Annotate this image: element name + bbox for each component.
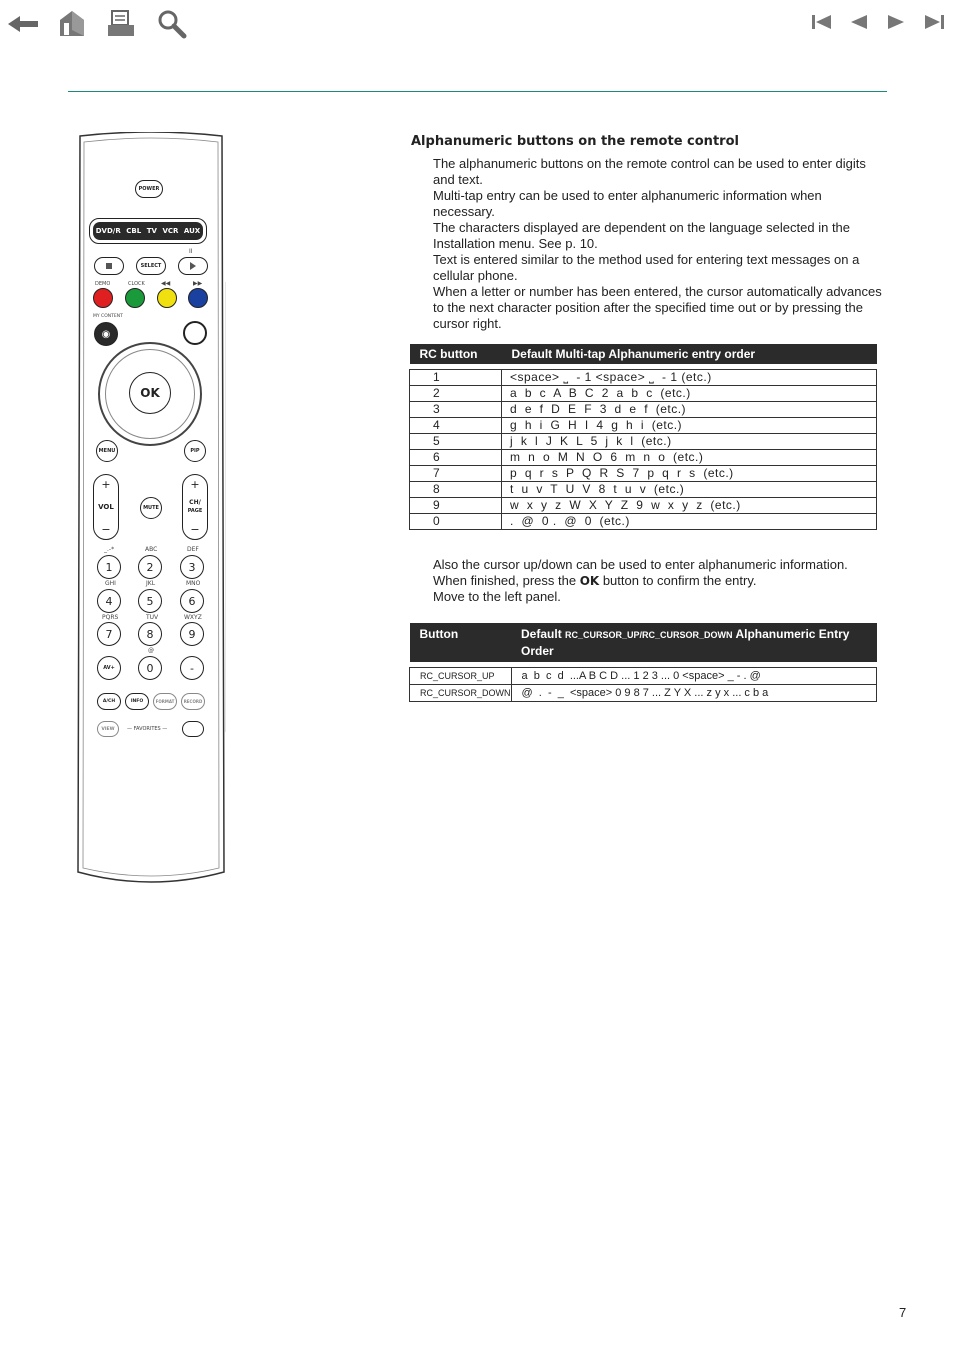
entry-order-cell: w x y z W X Y Z 9 w x y z (etc.)	[502, 498, 877, 514]
rc-button-cell: 8	[410, 482, 502, 498]
ch-page-label	[188, 499, 203, 515]
digit-3-sublabel: DEF	[187, 546, 199, 553]
first-page-icon[interactable]	[811, 13, 833, 31]
button-code-cell: RC_CURSOR_DOWN	[410, 685, 512, 702]
table-row	[410, 370, 877, 386]
pip-button[interactable]: PIP	[184, 440, 206, 462]
digit-3-button[interactable]: 3	[180, 555, 204, 579]
digit-0-button[interactable]: 0	[138, 656, 162, 680]
record-button[interactable]: RECORD	[181, 693, 205, 710]
dash-button[interactable]: -	[180, 656, 204, 680]
digit-6-sublabel: MNO	[186, 580, 201, 587]
page-label: PAGE	[187, 508, 203, 514]
table-header-row	[410, 623, 877, 662]
digit-2-button[interactable]: 2	[138, 555, 162, 579]
column-header: RC button	[410, 344, 502, 364]
cursor-entry-table	[409, 623, 877, 702]
multitap-table	[409, 344, 877, 530]
digit-9-button[interactable]: 9	[180, 622, 204, 646]
plus-icon: +	[190, 478, 200, 491]
rc-button-cell: 0	[410, 514, 502, 530]
header-post: Alphanumeric Entry Order	[521, 627, 850, 658]
digit-7-sublabel: PQRS	[102, 614, 119, 621]
intro-paragraph-3: The characters displayed are dependent on the language selected in the Installation menu. See p. 10.	[433, 220, 851, 251]
favorite-button[interactable]	[182, 721, 204, 737]
intro-paragraph-5: When a letter or number has been entered, the cursor automatically advances to the next character position after the specified time out or by pressing the cursor right.	[433, 284, 882, 331]
digit-2-sublabel: ABC	[145, 546, 158, 553]
green-button[interactable]	[125, 288, 145, 308]
header-rule	[68, 91, 887, 92]
rc-button-cell: 9	[410, 498, 502, 514]
red-button[interactable]	[93, 288, 113, 308]
vol-label: VOL	[98, 503, 114, 511]
home-icon[interactable]	[58, 8, 86, 38]
my-content-label: MY CONTENT	[93, 314, 123, 319]
rc-button-cell: 7	[410, 466, 502, 482]
volume-rocker[interactable]	[93, 474, 119, 540]
confirm-text-start: When finished, press the	[433, 573, 577, 588]
my-content-button[interactable]	[94, 322, 118, 346]
power-button[interactable]: POWER	[135, 180, 163, 198]
blank-round-button[interactable]	[183, 321, 207, 345]
source-tv-button[interactable]: TV	[146, 227, 157, 235]
intro-paragraph-1: The alphanumeric buttons on the remote control can be used to enter digits and text.	[433, 156, 866, 187]
plus-icon: +	[101, 478, 111, 491]
source-vcr-button[interactable]: VCR	[162, 227, 179, 235]
digit-0-sublabel: @	[148, 647, 154, 654]
ch-label: CH/	[189, 499, 201, 506]
ok-button[interactable]: OK	[129, 372, 171, 414]
info-button[interactable]: INFO	[125, 693, 149, 710]
av-plus-button[interactable]: AV+	[97, 656, 121, 680]
rc-button-cell: 6	[410, 450, 502, 466]
entry-order-cell: . @ 0 . @ 0 (etc.)	[502, 514, 877, 530]
rc-button-cell: 5	[410, 434, 502, 450]
clock-label: CLOCK	[128, 281, 145, 287]
stop-button[interactable]	[94, 257, 124, 275]
search-icon[interactable]	[157, 9, 187, 39]
rc-button-cell: 2	[410, 386, 502, 402]
table-row	[410, 466, 877, 482]
intro-paragraph-2: Multi-tap entry can be used to enter alphanumeric information when necessary.	[433, 188, 822, 219]
entry-order-cell: g h i G H I 4 g h i (etc.)	[502, 418, 877, 434]
digit-1-sublabel: _.-*	[104, 546, 115, 553]
source-aux-button[interactable]: AUX	[183, 227, 201, 235]
select-button[interactable]: SELECT	[136, 257, 166, 275]
column-header: Default Multi-tap Alphanumeric entry order	[502, 344, 877, 364]
previous-page-icon[interactable]	[849, 13, 869, 31]
print-icon[interactable]	[106, 10, 136, 38]
digit-4-sublabel: GHI	[105, 580, 116, 587]
yellow-button[interactable]	[157, 288, 177, 308]
entry-order-cell: t u v T U V 8 t u v (etc.)	[502, 482, 877, 498]
rc-button-cell: 4	[410, 418, 502, 434]
digit-8-sublabel: TUV	[146, 614, 159, 621]
channel-rocker[interactable]	[182, 474, 208, 540]
table-row	[410, 418, 877, 434]
favorites-label: — FAVORITES —	[127, 726, 168, 732]
table-row	[410, 450, 877, 466]
entry-order-cell: a b c d ...A B C D ... 1 2 3 ... 0 <space> _ - . @	[511, 668, 876, 685]
play-button[interactable]	[178, 257, 208, 275]
digit-5-button[interactable]: 5	[138, 589, 162, 613]
table-row	[410, 482, 877, 498]
play-icon	[190, 262, 196, 270]
table-row	[410, 498, 877, 514]
rc-button-cell: 3	[410, 402, 502, 418]
stop-icon	[106, 263, 112, 269]
digit-8-button[interactable]: 8	[138, 622, 162, 646]
section-heading: Alphanumeric buttons on the remote control	[411, 134, 739, 149]
digit-4-button[interactable]: 4	[97, 589, 121, 613]
ok-keyword: OK	[579, 574, 600, 588]
table-row	[410, 402, 877, 418]
source-cbl-button[interactable]: CBL	[126, 227, 142, 235]
column-header-button: Button	[410, 623, 512, 662]
digit-7-button[interactable]: 7	[97, 622, 121, 646]
table-row	[410, 434, 877, 450]
blue-button[interactable]	[188, 288, 208, 308]
after-paragraph-3: Move to the left panel.	[433, 589, 561, 604]
after-paragraph-1: Also the cursor up/down can be used to enter alphanumeric information.	[433, 557, 848, 572]
forward-label: ▶▶	[193, 280, 203, 287]
ach-button[interactable]: A/CH	[97, 693, 121, 710]
mute-button[interactable]: MUTE	[140, 497, 162, 519]
digit-1-button[interactable]: 1	[97, 555, 121, 579]
eye-icon: ◉	[101, 328, 111, 340]
demo-label: DEMO	[95, 281, 111, 287]
source-dvdr-button[interactable]: DVD/R	[95, 227, 121, 235]
confirm-text-end: button to confirm the entry.	[602, 573, 757, 588]
entry-order-cell: d e f D E F 3 d e f (etc.)	[502, 402, 877, 418]
entry-order-cell: a b c A B C 2 a b c (etc.)	[502, 386, 877, 402]
minus-icon: −	[190, 523, 200, 536]
header-code: RC_CURSOR_UP/RC_CURSOR_DOWN	[565, 630, 733, 640]
view-button[interactable]: VIEW	[97, 721, 119, 737]
after-paragraph-2	[433, 573, 883, 589]
rewind-label: ◀◀	[161, 280, 171, 287]
page-number: 7	[899, 1305, 907, 1320]
table-row	[410, 668, 877, 685]
table-row	[410, 685, 877, 702]
entry-order-cell: @ . - _ <space> 0 9 8 7 ... Z Y X ... z y x ... c b a	[511, 685, 876, 702]
menu-button[interactable]: MENU	[96, 440, 118, 462]
button-code-cell: RC_CURSOR_UP	[410, 668, 512, 685]
digit-5-sublabel: JKL	[146, 580, 156, 587]
entry-order-cell: p q r s P Q R S 7 p q r s (etc.)	[502, 466, 877, 482]
rc-button-cell: 1	[410, 370, 502, 386]
last-page-icon[interactable]	[923, 13, 945, 31]
minus-icon: −	[101, 523, 111, 536]
format-button[interactable]: FORMAT	[153, 693, 177, 710]
table-row	[410, 386, 877, 402]
entry-order-cell: <space> ⎵ - 1 <space> ⎵ - 1 (etc.)	[502, 370, 877, 386]
column-header-order	[511, 623, 876, 662]
source-bar	[89, 218, 207, 244]
header-pre: Default	[521, 627, 562, 641]
digit-6-button[interactable]: 6	[180, 589, 204, 613]
entry-order-cell: j k l J K L 5 j k l (etc.)	[502, 434, 877, 450]
pause-icon: II	[189, 248, 193, 255]
remote-control	[76, 132, 226, 886]
back-arrow-icon[interactable]	[8, 14, 40, 34]
intro-paragraph-4: Text is entered similar to the method used for entering text messages on a cellular phone.	[433, 252, 860, 283]
table-header-row	[410, 344, 877, 364]
next-page-icon[interactable]	[886, 13, 906, 31]
table-row	[410, 514, 877, 530]
entry-order-cell: m n o M N O 6 m n o (etc.)	[502, 450, 877, 466]
digit-9-sublabel: WXYZ	[184, 614, 202, 621]
